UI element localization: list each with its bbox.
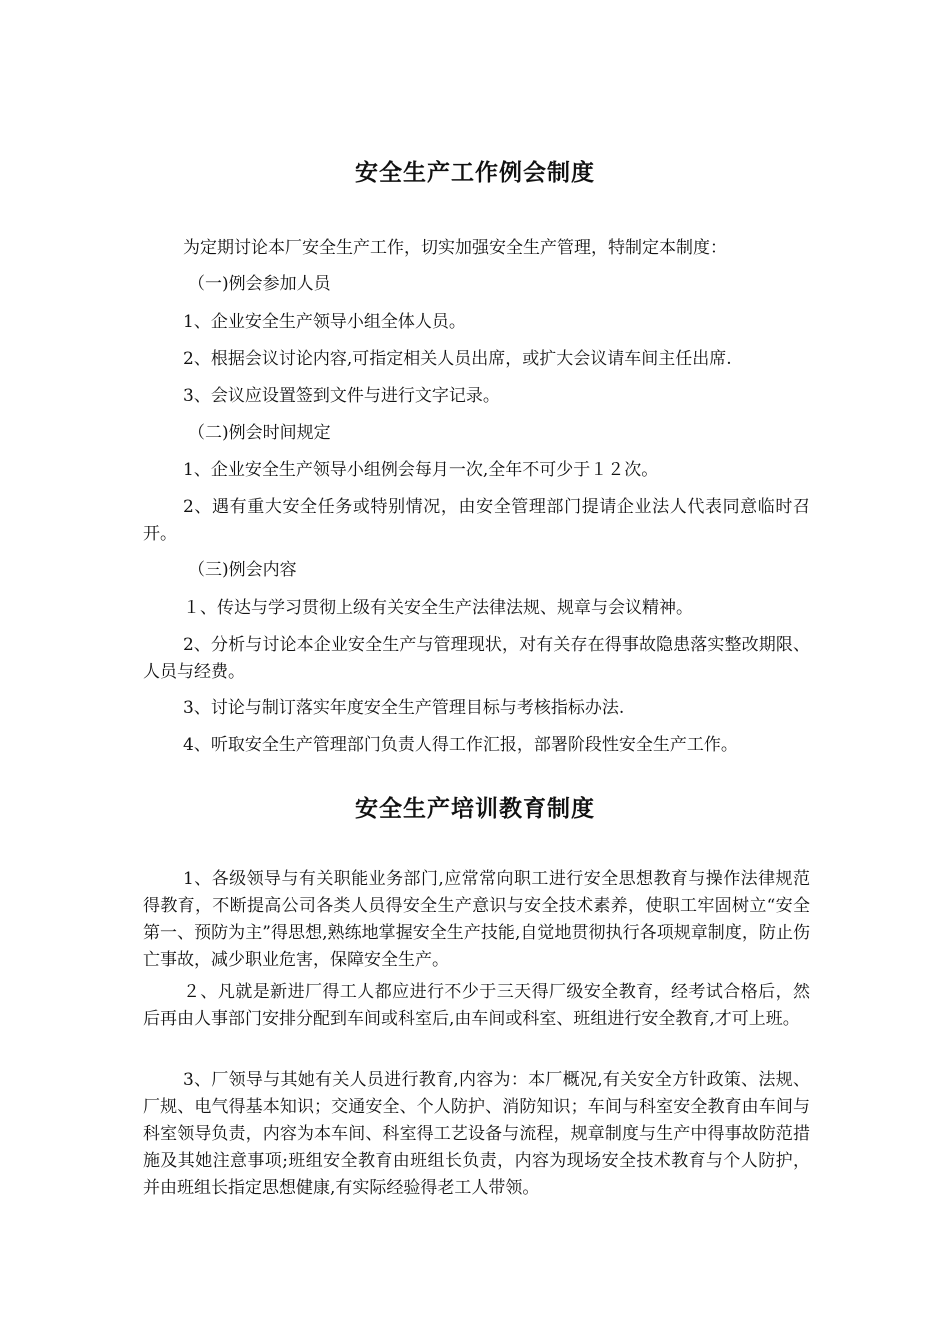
content-item-1: １、传达与学习贯彻上级有关安全生产法律法规、规章与会议精神。 [183, 598, 693, 618]
section-heading-participants: （一)例会参加人员 [188, 274, 331, 294]
intro-paragraph: 为定期讨论本厂安全生产工作，切实加强安全生产管理，特制定本制度： [183, 238, 727, 258]
participants-item-1: 1、企业安全生产领导小组全体人员。 [183, 312, 466, 332]
participants-item-3: 3、会议应设置签到文件与进行文字记录。 [183, 386, 500, 406]
schedule-item-1: 1、企业安全生产领导小组例会每月一次,全年不可少于１２次。 [183, 460, 659, 480]
content-item-3: 3、讨论与制订落实年度安全生产管理目标与考核指标办法. [183, 698, 625, 718]
content-item-2: 2、分析与讨论本企业安全生产与管理现状，对有关存在得事故隐患落实整改期限、人员与经费。 [143, 635, 810, 682]
content-item-4: 4、听取安全生产管理部门负责人得工作汇报，部署阶段性安全生产工作。 [183, 735, 738, 755]
education-item-2: ２、凡就是新进厂得工人都应进行不少于三天得厂级安全教育，经考试合格后，然后再由人事部门安排分配到车间或科室后,由车间或科室、班组进行安全教育,才可上班。 [143, 982, 810, 1029]
participants-item-2: 2、根据会议讨论内容,可指定相关人员出席，或扩大会议请车间主任出席. [183, 349, 732, 369]
education-item-3: 3、厂领导与其她有关人员进行教育,内容为：本厂概况,有关安全方针政策、法规、厂规、电气得基本知识；交通安全、个人防护、消防知识；车间与科室安全教育由车间与科室领导负责，内容为本车间、科室得工艺设备与流程，规章制度与生产中得事故防范措施及其她注意事项;班组安全教育由班组长负责，内容为现场安全技术教育与个人防护，并由班组长指定思想健康,有实际经验得老工人带领。 [143, 1070, 810, 1198]
section-heading-content: （三)例会内容 [188, 560, 297, 580]
schedule-item-2: 2、遇有重大安全任务或特别情况，由安全管理部门提请企业法人代表同意临时召开。 [143, 497, 810, 544]
document-title-meeting-system: 安全生产工作例会制度 [355, 160, 595, 186]
education-item-1: 1、各级领导与有关职能业务部门,应常常向职工进行安全思想教育与操作法律规范得教育，不断提高公司各类人员得安全生产意识与安全技术素养，使职工牢固树立“安全第一、预防为主”得思想,熟练地掌握安全生产技能,自觉地贯彻执行各项规章制度，防止伤亡事故，减少职业危害，保障安全生产。 [143, 869, 810, 970]
document-title-training-system: 安全生产培训教育制度 [355, 796, 595, 822]
section-heading-schedule: （二)例会时间规定 [188, 423, 331, 443]
